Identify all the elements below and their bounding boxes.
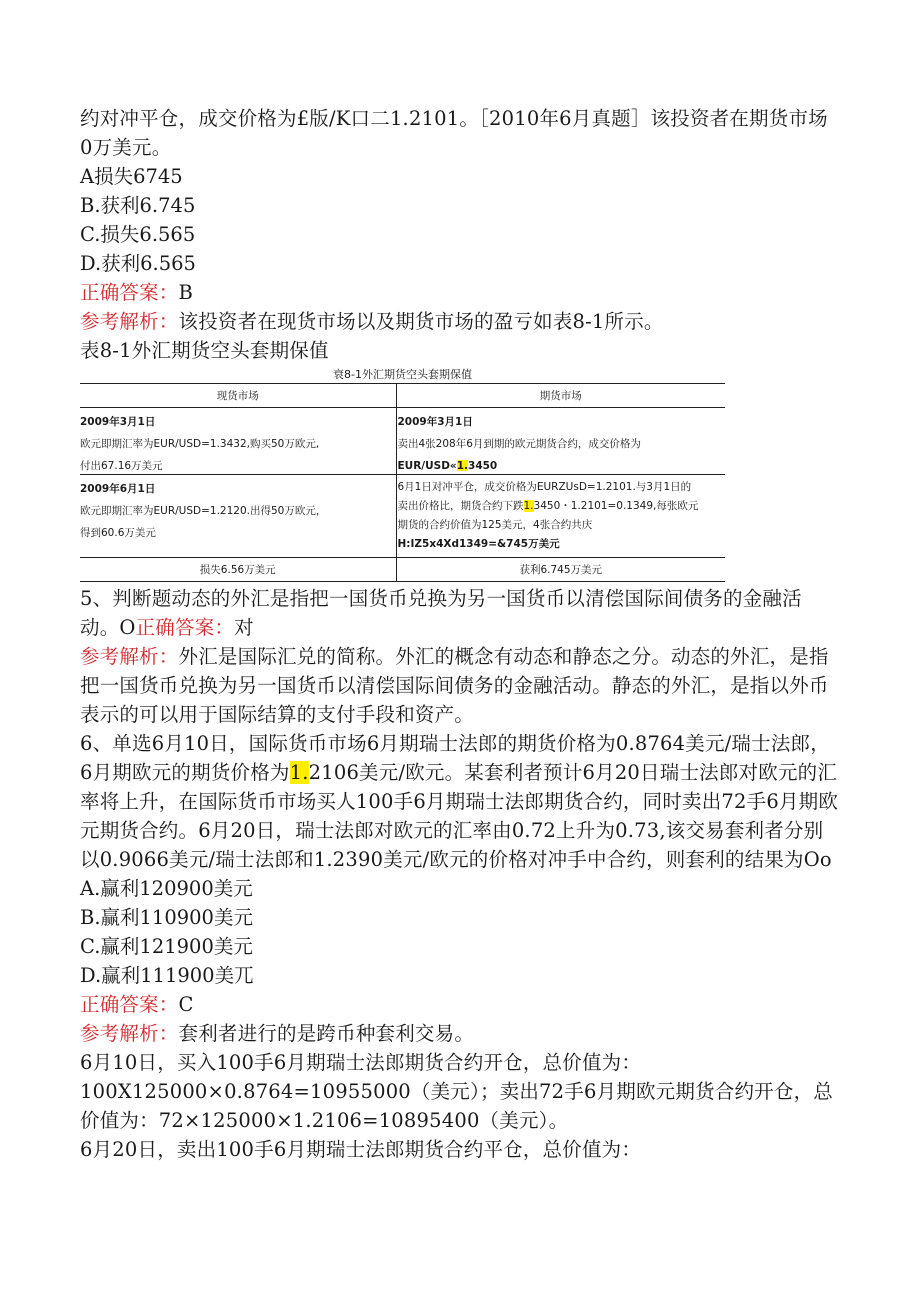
analysis-label: 参考解析： xyxy=(80,1022,179,1045)
cell-spot-jun xyxy=(80,475,396,558)
answer-value: B xyxy=(178,281,194,304)
calc-line: 100X125000×0.8764=10955000（美元）；卖出72手6月期欧元期货合约开仓，总价值为：72×125000×1.2106=10895400（美元）。 xyxy=(80,1080,833,1132)
cell-text: 欧元即期汇率为EUR/USD=1.2120.出得50万欧元， xyxy=(80,505,327,517)
analysis-line xyxy=(80,307,840,336)
cell-text xyxy=(398,497,726,516)
option-b: B.获利6.745 xyxy=(80,194,196,217)
table-header-row xyxy=(80,384,725,408)
option-d: D.赢利111900美兀 xyxy=(80,964,254,987)
option-c: C.损失6.565 xyxy=(80,223,196,246)
cell-text: H:IZ5x4Xd1349=&745万美元 xyxy=(397,538,560,550)
option-c: C.赢利121900美元 xyxy=(80,935,253,958)
analysis-line xyxy=(80,642,840,729)
cell-text: 卖出4张208年6月到期的欧元期货合约，成交价格为 xyxy=(397,438,641,450)
table-row xyxy=(80,475,725,558)
question-stem: 约对冲平仓，成交价格为£版/K口二1.2101。［2010年6月真题］该投资者在期货市场0万美元。 xyxy=(80,107,828,159)
analysis-label: 参考解析： xyxy=(80,645,179,668)
highlight: 1. xyxy=(289,761,309,784)
cell-text: 6月1日对冲平仓，成交价格为EURZUsD=1.2101.与3月1日的 xyxy=(397,481,692,493)
answer-line xyxy=(80,990,840,1019)
question-stem xyxy=(80,729,840,874)
cell-text: 期货的合约价值为125美元，4张合约共庆 xyxy=(397,519,593,531)
price-line xyxy=(398,455,726,471)
table-caption: 表8-1外汇期货空头套期保值 xyxy=(80,339,329,362)
table-title: 衰8-1外汇期货空头套期保值 xyxy=(333,368,472,381)
highlight: 1. xyxy=(523,500,534,512)
stem-text: 6、单选6月10日，国际货币市场6月期瑞士法郎的期货价格为0.8764美元/瑞士法郎，6月期欧元的期货价格为 xyxy=(80,732,830,784)
header-spot: 现货市场 xyxy=(80,384,396,408)
option-a: A损失6745 xyxy=(80,165,183,188)
cell-text: 付出67.16万美元 xyxy=(80,460,163,471)
cell-text: 欧元即期汇率为EUR/USD=1.3432,购买50万欧元, xyxy=(80,438,320,450)
answer-label: 正确答案： xyxy=(80,993,179,1016)
cut-line-wrap xyxy=(398,455,726,471)
document-page xyxy=(80,104,840,1164)
text-part: 3450・1.2101=0.1349,每张欧元 xyxy=(533,500,699,512)
price-suffix: 3450 xyxy=(468,460,498,471)
cell-text: 得到60.6万美元 xyxy=(80,527,156,539)
sum-spot: 损失6.56万美元 xyxy=(80,558,396,582)
analysis-label: 参考解析： xyxy=(80,310,179,333)
cell-fut-jun xyxy=(396,475,725,558)
cell-spot-mar xyxy=(80,408,396,475)
option-d: D.获利6.565 xyxy=(80,252,196,275)
answer-line xyxy=(80,278,840,307)
cell-fut-mar xyxy=(396,408,725,475)
analysis-text: 该投资者在现货市场以及期货市场的盈亏如表8-1所示。 xyxy=(178,310,664,333)
answer-label: 正确答案： xyxy=(80,281,179,304)
question-stem xyxy=(80,584,840,642)
stem-text: 2106美元/欧元。某套利者预计6月20日瑞士法郎对欧元的汇率将上升，在国际货币市场买人100手6月期瑞士法郎期货合约，同时卖出72手6月期欧元期货合约。6月20日，瑞士法郎对欧元的汇率由0.72上升为0.73,该交易套利者分别以0.9066美元/瑞士法郎和1.2390美元/欧元的价格对冲手中合约，则套利的结果为Oo xyxy=(80,761,839,871)
stem-text: 5、判断题动态的外汇是指把一国货币兑换为另一国货币以清偿国际间债务的金融活动。O xyxy=(80,587,802,639)
date-label: 2009年6月1日 xyxy=(80,483,156,495)
table-grid xyxy=(80,383,725,582)
calc-line: 6月10日，买入100手6月期瑞士法郎期货合约开仓，总价值为： xyxy=(80,1051,642,1074)
table-summary-row xyxy=(80,558,725,582)
option-a: A.赢利120900美元 xyxy=(80,877,253,900)
highlight: 1. xyxy=(456,460,469,471)
table-row xyxy=(80,408,725,475)
answer-label: 正确答案： xyxy=(135,616,235,639)
analysis-text: 外汇是国际汇兑的简称。外汇的概念有动态和静态之分。动态的外汇，是指把一国货币兑换为另一国货币以清偿国际间债务的金融活动。静态的外汇，是指以外币表示的可以用于国际结算的支付手段和资产。 xyxy=(80,645,829,726)
answer-value: 对 xyxy=(234,616,254,639)
date-label: 2009年3月1日 xyxy=(397,416,473,428)
date-label: 2009年3月1日 xyxy=(80,416,156,428)
sum-futures: 获利6.745万美元 xyxy=(396,558,725,582)
cut-line-wrap xyxy=(80,455,396,471)
calc-line: 6月20日，卖出100手6月期瑞士法郎期货合约平仓，总价值为： xyxy=(80,1138,642,1161)
analysis-line xyxy=(80,1019,840,1048)
hedge-table xyxy=(80,365,725,582)
price-prefix: EUR/USD« xyxy=(397,460,457,471)
header-futures: 期货市场 xyxy=(396,384,725,408)
analysis-text: 套利者进行的是跨币种套利交易。 xyxy=(178,1022,475,1045)
text-part: 卖出价格比，期货合约下跌 xyxy=(397,500,524,512)
option-b: B.赢利110900美元 xyxy=(80,906,253,929)
answer-value: C xyxy=(178,993,194,1016)
